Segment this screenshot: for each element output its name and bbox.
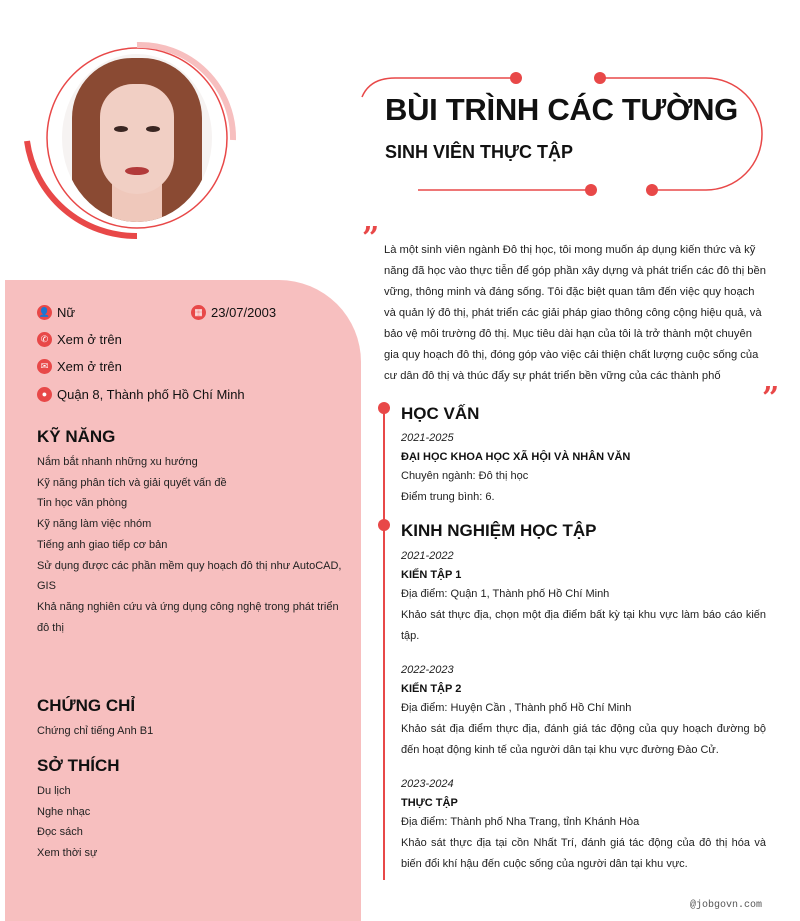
experience-years: 2023-2024: [401, 778, 454, 790]
hobby-item: Du lịch: [37, 785, 71, 797]
summary-text: Là một sinh viên ngành Đô thị học, tôi mong muốn áp dụng kiến thức và kỹ năng đã học vào thực tiễn để góp phần xây dựng và phát triển các đô thị bền vững, thông minh và đáng sống. Tôi đặc biệt quan tâm đến việc quy hoạch và quản lý đô thị, phát triển các giải pháp giao thông công cộng hiệu quả, và bảo vệ môi trường đô thị. Mục tiêu dài hạn của tôi là trở thành một chuyên gia quy hoạch đô thị, đóng góp vào việc cải thiện chất lượng cuộc sống của cư dân đô thị và thúc đẩy sự phát triển bền vững của các thành phố: [384, 244, 766, 382]
certificate-item: Chứng chỉ tiếng Anh B1: [37, 725, 154, 737]
skills-list: [37, 452, 347, 638]
user-icon: 👤: [37, 305, 52, 320]
timeline-dot: [378, 402, 390, 414]
address-row: [37, 387, 245, 402]
skill-item: Khả năng nghiên cứu và ứng dụng công nghệ trong phát triển đô thị: [37, 600, 339, 634]
address-value: Quận 8, Thành phố Hồ Chí Minh: [57, 387, 245, 402]
experience-description: Khảo sát địa điểm thực địa, đánh giá tác động của quy hoạch đường bộ đến hoạt động kinh tế của người dân tại khu vực đường Đào Cử.: [401, 723, 766, 756]
phone-value: Xem ở trên: [57, 332, 122, 347]
experience-location: Địa điểm: Thành phố Nha Trang, tỉnh Khánh Hòa: [401, 816, 640, 828]
skill-item: Tiếng anh giao tiếp cơ bản: [37, 538, 168, 551]
experience-description: Khảo sát thực địa tại cồn Nhất Trí, đánh giá tác động của đô thị hóa và biến đổi khí hậu đến cuộc sống của người dân tại khu vực.: [401, 837, 766, 870]
dob-value: 23/07/2003: [211, 305, 277, 320]
phone-icon: ✆: [37, 332, 52, 347]
experience-title: THỰC TẬP: [401, 797, 458, 809]
skill-item: Tin học văn phòng: [37, 497, 128, 510]
experience-list: [401, 546, 766, 888]
hobbies-heading: SỞ THÍCH: [37, 756, 120, 775]
experience-location: Địa điểm: Quận 1, Thành phố Hồ Chí Minh: [401, 588, 610, 600]
calendar-icon: ▦: [191, 305, 206, 320]
experience-title: KIẾN TẬP 2: [401, 683, 462, 695]
profile-photo: [62, 54, 212, 222]
skills-heading: KỸ NĂNG: [37, 427, 116, 446]
experience-item: [401, 546, 766, 647]
experience-description: Khảo sát thực địa, chọn một địa điểm bất kỳ tại khu vực làm báo cáo kiến tập.: [401, 609, 766, 642]
experience-title: KIẾN TẬP 1: [401, 569, 462, 581]
experience-years: 2021-2022: [401, 550, 454, 562]
quote-close-icon: ”: [762, 381, 780, 416]
education-major: Chuyên ngành: Đô thị học: [401, 470, 529, 482]
timeline-line: [383, 405, 385, 880]
certificates-list: [37, 721, 153, 742]
education-years: 2021-2025: [401, 432, 454, 444]
hobby-item: Đọc sách: [37, 826, 83, 839]
experience-item: [401, 660, 766, 761]
email-value: Xem ở trên: [57, 359, 122, 374]
email-icon: ✉: [37, 359, 52, 374]
education-gpa: Điểm trung bình: 6.: [401, 491, 495, 503]
candidate-role: SINH VIÊN THỰC TẬP: [385, 142, 573, 162]
hobby-item: Nghe nhạc: [37, 805, 91, 818]
location-pin-icon: ●: [37, 387, 52, 402]
timeline-dot: [378, 519, 390, 531]
education-school: ĐẠI HỌC KHOA HỌC XÃ HỘI VÀ NHÂN VĂN: [401, 451, 631, 463]
dob-row: [191, 305, 276, 320]
gender-value: Nữ: [57, 305, 76, 320]
quote-open-icon: ”: [362, 221, 380, 256]
watermark: @jobgovn.com: [689, 900, 762, 911]
experience-years: 2022-2023: [401, 664, 454, 676]
hobby-item: Xem thời sự: [37, 847, 98, 860]
education-entry: [401, 428, 766, 508]
experience-heading: KINH NGHIỆM HỌC TẬP: [401, 521, 597, 540]
phone-row: [37, 332, 122, 347]
experience-location: Địa điểm: Huyện Cần , Thành phố Hồ Chí Minh: [401, 702, 632, 714]
skill-item: Nắm bắt nhanh những xu hướng: [37, 456, 198, 468]
experience-item: [401, 774, 766, 875]
skill-item: Kỹ năng phân tích và giải quyết vấn đề: [37, 476, 227, 489]
skill-item: Kỹ năng làm việc nhóm: [37, 518, 152, 531]
hobbies-list: [37, 781, 97, 864]
gender-row: [37, 305, 75, 320]
skill-item: Sử dụng được các phần mềm quy hoạch đô thị như AutoCAD, GIS: [37, 559, 342, 593]
education-heading: HỌC VẤN: [401, 404, 480, 423]
certificates-heading: CHỨNG CHỈ: [37, 696, 136, 715]
email-row: [37, 359, 122, 374]
candidate-name: BÙI TRÌNH CÁC TƯỜNG: [385, 92, 738, 127]
